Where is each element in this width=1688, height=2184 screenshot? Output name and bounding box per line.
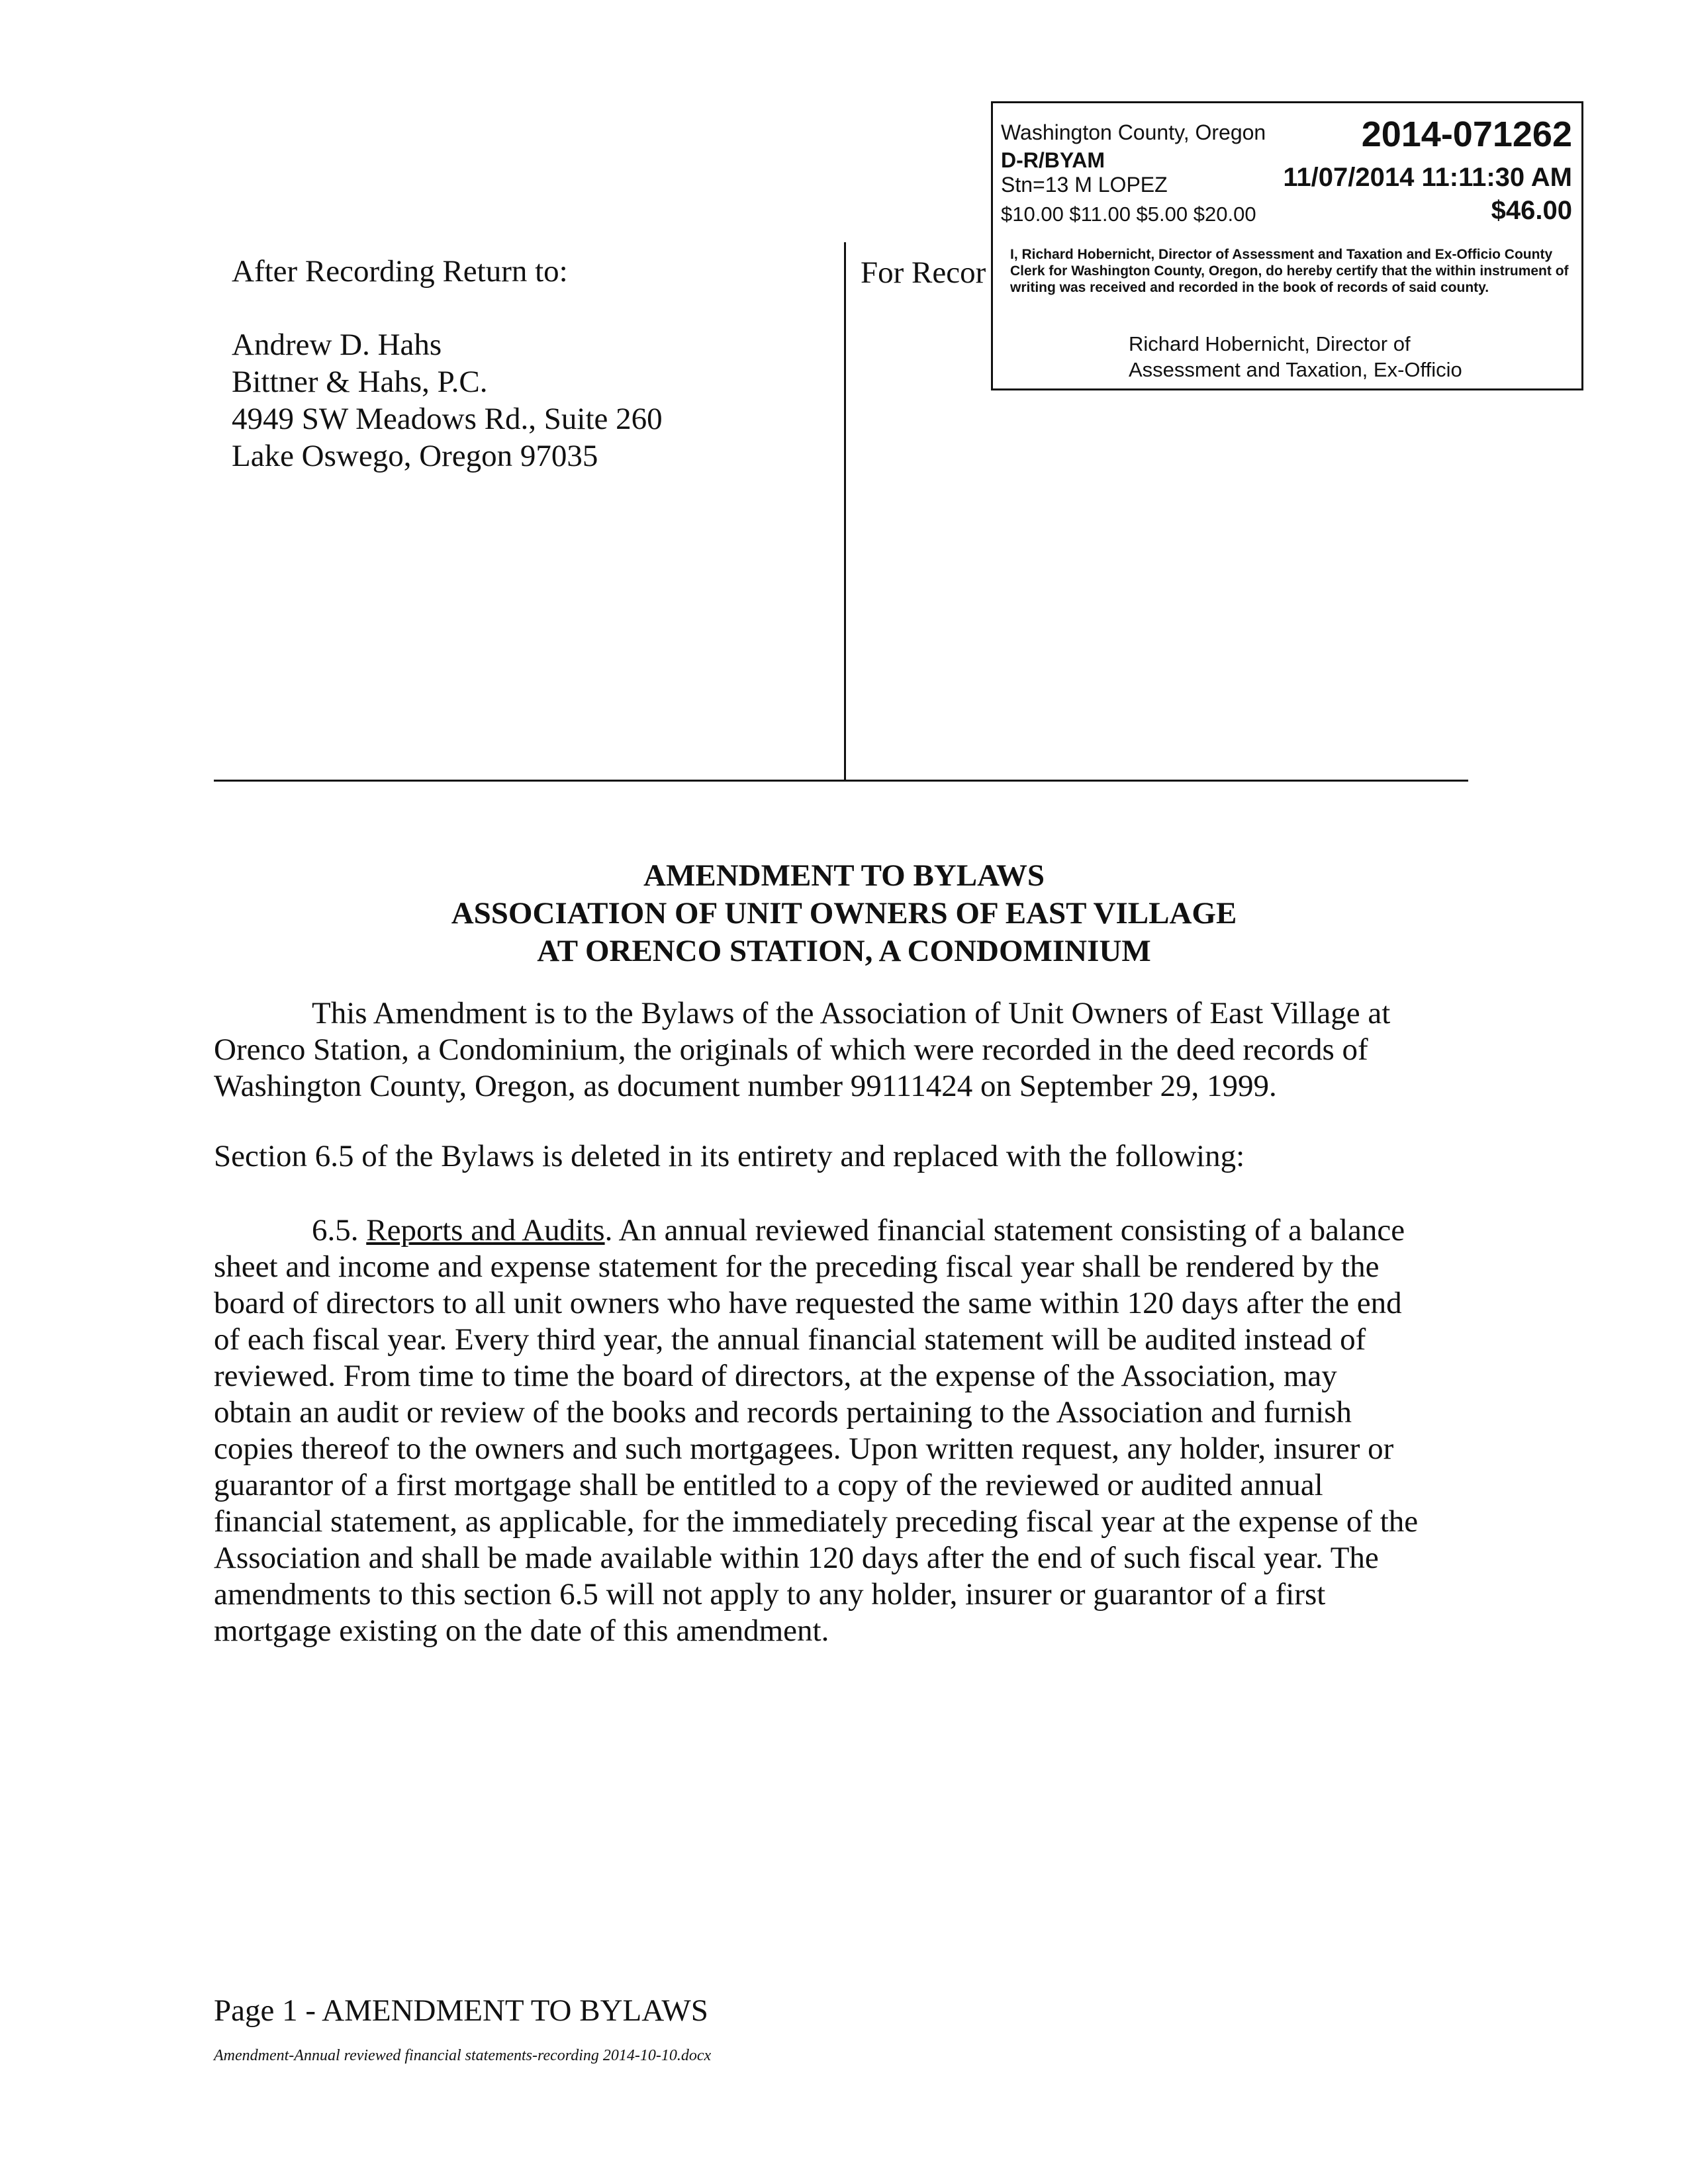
intro-paragraph <box>214 995 1472 1105</box>
section-statement <box>214 1138 1472 1175</box>
stamp-total: $46.00 <box>1491 196 1572 225</box>
section-line: guarantor of a first mortgage shall be entitled to a copy of the reviewed or audited annual <box>214 1468 1323 1502</box>
horizontal-divider <box>214 780 1468 782</box>
stamp-certification: I, Richard Hobernicht, Director of Assessment and Taxation and Ex-Officio County Clerk for Washington County, Oregon, do hereby certify that the within instrument of writing was received and recorded in the book of records of said county. <box>1010 247 1569 295</box>
recording-stamp <box>991 101 1583 390</box>
stamp-fees: $10.00 $11.00 $5.00 $20.00 <box>1001 203 1256 226</box>
title-line3: AT ORENCO STATION, A CONDOMINIUM <box>537 934 1151 968</box>
section-first-line <box>214 1212 1472 1249</box>
return-street: 4949 SW Meadows Rd., Suite 260 <box>232 402 663 436</box>
stamp-signature-line2: Assessment and Taxation, Ex-Officio <box>1129 358 1462 381</box>
section-line: reviewed. From time to time the board of directors, at the expense of the Association, may <box>214 1359 1337 1393</box>
return-firm: Bittner & Hahs, P.C. <box>232 365 488 399</box>
return-city: Lake Oswego, Oregon 97035 <box>232 439 598 473</box>
section-line: amendments to this section 6.5 will not apply to any holder, insurer or guarantor of a first <box>214 1577 1326 1612</box>
stamp-code: D-R/BYAM <box>1001 148 1105 172</box>
section-line: board of directors to all unit owners who have requested the same within 120 days after the end <box>214 1286 1402 1320</box>
stamp-signature <box>1129 331 1462 383</box>
intro-line: Washington County, Oregon, as document number 99111424 on September 29, 1999. <box>214 1069 1277 1103</box>
stamp-datetime: 11/07/2014 11:11:30 AM <box>1283 163 1572 192</box>
section-line: of each fiscal year. Every third year, the annual financial statement will be audited instead of <box>214 1322 1366 1357</box>
section-statement-line: Section 6.5 of the Bylaws is deleted in its entirety and replaced with the following: <box>214 1139 1245 1173</box>
for-record-label: For Recor <box>861 255 986 290</box>
intro-line: Orenco Station, a Condominium, the originals of which were recorded in the deed records of <box>214 1032 1368 1067</box>
section-first-line-text: . An annual reviewed financial statement consisting of a balance <box>604 1213 1405 1248</box>
return-name: Andrew D. Hahs <box>232 328 442 362</box>
vertical-divider <box>844 242 846 781</box>
stamp-county: Washington County, Oregon <box>1001 120 1266 144</box>
section-6-5-paragraph <box>214 1212 1472 1649</box>
stamp-document-number: 2014-071262 <box>1361 114 1572 154</box>
section-line: financial statement, as applicable, for the immediately preceding fiscal year at the expense of the <box>214 1504 1419 1539</box>
section-line: Association and shall be made available within 120 days after the end of such fiscal year. The <box>214 1541 1379 1575</box>
section-line: copies thereof to the owners and such mortgagees. Upon written request, any holder, insurer or <box>214 1432 1394 1466</box>
stamp-signature-line1: Richard Hobernicht, Director of <box>1129 332 1411 355</box>
section-line: obtain an audit or review of the books and records pertaining to the Association and furnish <box>214 1395 1352 1430</box>
return-address <box>232 326 663 475</box>
stamp-station: Stn=13 M LOPEZ <box>1001 173 1168 197</box>
intro-line: This Amendment is to the Bylaws of the Association of Unit Owners of East Village at <box>312 996 1391 1030</box>
section-line: sheet and income and expense statement for the preceding fiscal year shall be rendered by the <box>214 1250 1380 1284</box>
document-title <box>0 857 1688 970</box>
section-number: 6.5. <box>312 1213 359 1248</box>
footer-filename: Amendment-Annual reviewed financial statements-recording 2014-10-10.docx <box>214 2047 712 2064</box>
section-line: mortgage existing on the date of this amendment. <box>214 1614 829 1648</box>
footer-page-label: Page 1 - AMENDMENT TO BYLAWS <box>214 1993 708 2028</box>
section-heading: Reports and Audits <box>366 1213 605 1248</box>
return-to-heading: After Recording Return to: <box>232 254 568 289</box>
title-line2: ASSOCIATION OF UNIT OWNERS OF EAST VILLAGE <box>451 896 1237 931</box>
title-line1: AMENDMENT TO BYLAWS <box>643 858 1045 893</box>
